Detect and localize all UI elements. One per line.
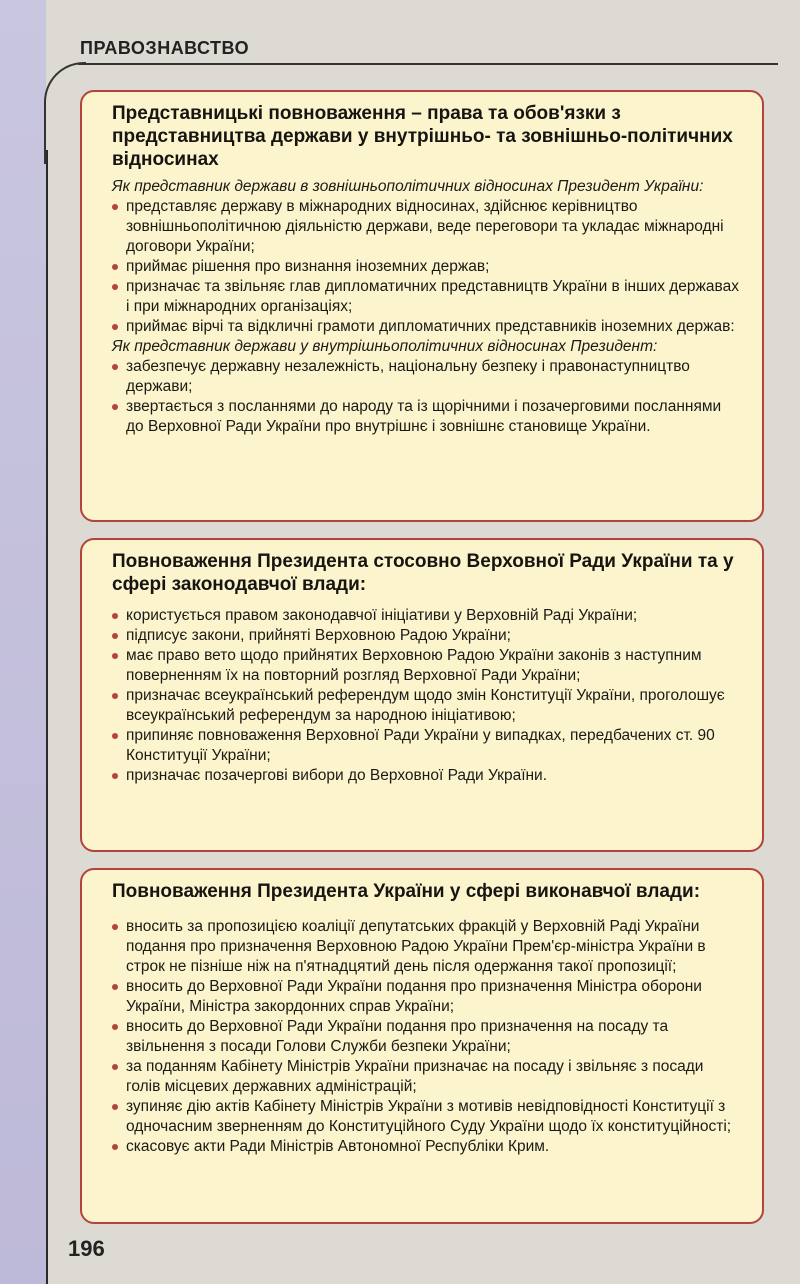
list-item: призначає та звільняє глав дипломатичних представництв України в інших державах і при міжнародних організаціях; — [112, 277, 740, 317]
representative-powers-box — [80, 90, 764, 522]
box-intro: Як представник держави в зовнішньополітичних відносинах Президент України: — [112, 178, 704, 195]
list-item: скасовує акти Ради Міністрів Автономної Республіки Крим. — [112, 1137, 740, 1157]
left-margin-rule — [46, 150, 48, 1284]
list-item: призначає всеукраїнський референдум щодо змін Конституції України, проголошує всеукраїнський референдум за народною ініціативою; — [112, 686, 740, 726]
list-item: має право вето щодо прийнятих Верховною Радою України законів з наступним поверненням їх на повторний розгляд Верховної Ради України; — [112, 646, 740, 686]
header-divider — [78, 63, 778, 65]
list-item: забезпечує державну незалежність, національну безпеку і правонаступництво держави; — [112, 357, 740, 397]
list-item: користується правом законодавчої ініціативи у Верховній Раді України; — [112, 606, 740, 626]
list-item: призначає позачергові вибори до Верховної Ради України. — [112, 766, 740, 786]
bullet-list — [112, 606, 740, 786]
bullet-list — [112, 357, 740, 437]
list-item: підписує закони, прийняті Верховною Радою України; — [112, 626, 740, 646]
list-item: представляє державу в міжнародних відносинах, здійснює керівництво зовнішньополітичною діяльністю держави, веде переговори та укладає міжнародні договори України; — [112, 197, 740, 257]
box-title: Представницькі повноваження – права та обов'язки з представництва держави у внутрішньо- та зовнішньо-політичних відносинах — [112, 103, 733, 170]
list-item: приймає вірчі та відкличні грамоти дипломатичних представників іноземних держав: — [112, 317, 740, 337]
list-item: вносить за пропозицією коаліції депутатських фракцій у Верховній Раді України подання про призначення Верховною Радою України Прем'єр-міністра України в строк не пізніше ніж на п'ятнадцятий день після одержання такої пропозиції; — [112, 917, 740, 977]
list-item: зупиняє дію актів Кабінету Міністрів України з мотивів невідповідності Конституції з одночасним зверненням до Конституційного Суду України щодо їх конституційності; — [112, 1097, 740, 1137]
list-item: вносить до Верховної Ради України подання про призначення Міністра оборони України, Міністра закордонних справ України; — [112, 977, 740, 1017]
list-item: звертається з посланнями до народу та із щорічними і позачерговими посланнями до Верховної Ради України про внутрішнє і зовнішнє становище України. — [112, 397, 740, 437]
executive-powers-box — [80, 868, 764, 1224]
box-title: Повноваження Президента стосовно Верховної Ради України та у сфері законодавчої влади: — [112, 551, 734, 595]
list-item: за поданням Кабінету Міністрів України призначає на посаду і звільняє з посади голів місцевих державних адміністрацій; — [112, 1057, 740, 1097]
left-margin-strip — [0, 0, 46, 1284]
bullet-list — [112, 917, 740, 1157]
list-item: припиняє повноваження Верховної Ради України у випадках, передбачених ст. 90 Конституції України; — [112, 726, 740, 766]
running-header: ПРАВОЗНАВСТВО — [80, 38, 250, 58]
list-item: вносить до Верховної Ради України подання про призначення на посаду та звільнення з посади Голови Служби безпеки України; — [112, 1017, 740, 1057]
box-title: Повноваження Президента України у сфері виконавчої влади: — [112, 881, 701, 902]
bullet-list — [112, 197, 740, 337]
list-item: приймає рішення про визнання іноземних держав; — [112, 257, 740, 277]
legislative-powers-box — [80, 538, 764, 852]
page-number: 196 — [68, 1236, 105, 1261]
box-intro: Як представник держави у внутрішньополітичних відносинах Президент: — [112, 338, 658, 355]
